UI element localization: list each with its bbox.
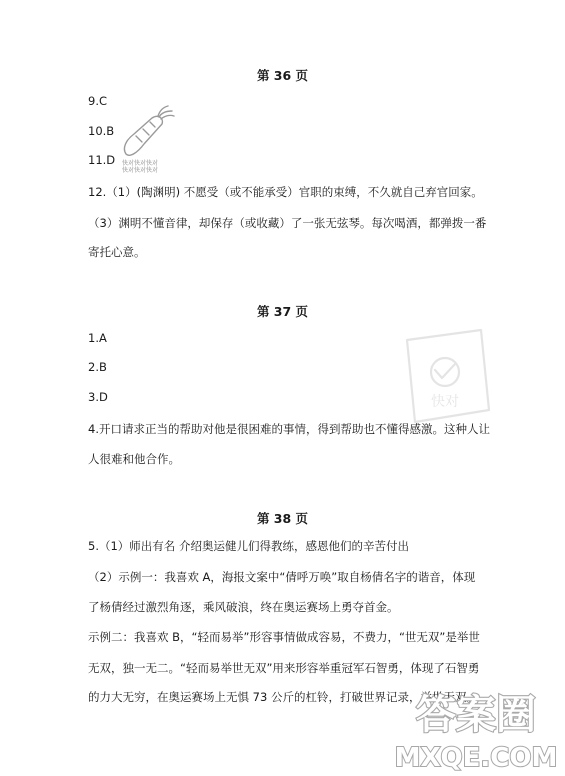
answer-line: 3.D bbox=[88, 390, 108, 404]
answer-line: 寄托心意。 bbox=[88, 245, 146, 259]
answer-line: 9.C bbox=[88, 94, 108, 108]
page-heading-38: 第 38 页 bbox=[256, 511, 309, 526]
answer-line: 4.开口请求正当的帮助对他是很困难的事情，得到帮助也不懂得感激。这种人让 bbox=[88, 422, 490, 436]
answer-line: （2）示例一：我喜欢 A，海报文案中“倩呼万唤”取自杨倩名字的谐音，体现 bbox=[88, 570, 476, 584]
sticker-caption: 快对快对快对 bbox=[122, 167, 159, 174]
logo-main-text: 答案圈 bbox=[416, 692, 536, 738]
watermark-stamp-icon bbox=[385, 318, 505, 438]
answer-line: 了杨倩经过激烈角逐，乘风破浪，终在奥运赛场上勇夺首金。 bbox=[88, 600, 399, 614]
answer-line: （3）渊明不懂音律，却保存（或收藏）了一张无弦琴。每次喝酒，都弹拨一番 bbox=[88, 216, 487, 230]
answer-line: 5.（1）师出有名 介绍奥运健儿们得教练，感恩他们的辛苦付出 bbox=[88, 539, 409, 553]
answer-line: 的力大无穷，在奥运赛场上无惧 73 公斤的杠铃，打破世界记录，举世无双。 bbox=[88, 690, 478, 704]
answer-line: 示例二：我喜欢 B，“轻而易举”形容事情做成容易，不费力，“世无双”是举世 bbox=[88, 630, 480, 644]
watermark-stamp-text: 快对 bbox=[431, 394, 459, 410]
answer-line: 无双，独一无二。“轻而易举世无双”用来形容举重冠军石智勇，体现了石智勇 bbox=[88, 661, 480, 675]
answer-circle-logo-icon bbox=[392, 684, 560, 772]
answer-line: 10.B bbox=[88, 124, 115, 138]
page-heading-36: 第 36 页 bbox=[256, 68, 309, 83]
sticker-caption: 快对快对快对 bbox=[122, 160, 159, 167]
page-heading-37: 第 37 页 bbox=[256, 304, 309, 319]
answer-line: 2.B bbox=[88, 360, 107, 374]
answer-line: 11.D bbox=[88, 153, 116, 167]
logo-url-text: MXQE.COM bbox=[394, 743, 558, 772]
answer-line: 1.A bbox=[88, 331, 107, 345]
answer-line: 人很难和他合作。 bbox=[88, 452, 180, 466]
answer-line: 12.（1）(陶渊明) 不愿受（或不能承受）官职的束缚，不久就自己弃官回家。 bbox=[88, 185, 483, 199]
